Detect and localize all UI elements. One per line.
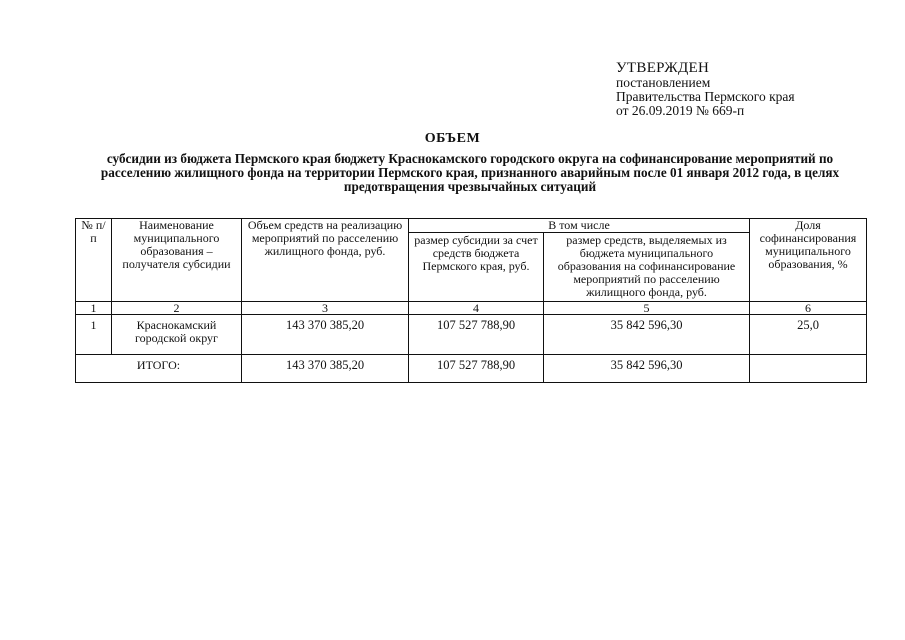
header-including: В том числе [409, 219, 750, 233]
document-subtitle: субсидии из бюджета Пермского края бюджету Краснокамского городского округа на софинансирование мероприятий по расселению жилищного фонда на территории Пермского края, признанного аварийным после 01 января 2012 года, в целях предотвращения чрезвычайных ситуаций [100, 151, 840, 194]
column-index: 6 [750, 302, 867, 315]
approval-block [616, 60, 795, 118]
header-municipal: размер средств, выделяемых из бюджета муниципального образования на софинансирование мероприятий по расселению жилищного фонда, руб. [544, 233, 750, 302]
total-share [750, 355, 867, 383]
approval-heading: УТВЕРЖДЕН [616, 60, 710, 76]
column-index: 1 [76, 302, 112, 315]
column-index: 4 [409, 302, 544, 315]
approval-line: Правительства Пермского края [616, 89, 795, 104]
table-header-row [76, 219, 867, 233]
total-label: ИТОГО: [76, 355, 242, 383]
row-municipal: 35 842 596,30 [544, 315, 750, 355]
column-index: 5 [544, 302, 750, 315]
column-index-row [76, 302, 867, 315]
approval-line: постановлением [616, 75, 711, 90]
total-municipal: 35 842 596,30 [544, 355, 750, 383]
header-name: Наименование муниципального образования – получателя субсидии [112, 219, 242, 302]
row-volume: 143 370 385,20 [242, 315, 409, 355]
subsidy-table [75, 218, 867, 383]
column-index: 3 [242, 302, 409, 315]
header-share: Доля софинансирования муниципального образования, % [750, 219, 867, 302]
row-share: 25,0 [750, 315, 867, 355]
table-row [76, 315, 867, 355]
header-num: № п/п [76, 219, 112, 302]
approval-date-number: от 26.09.2019 № 669-п [616, 103, 745, 118]
header-volume: Объем средств на реализацию мероприятий по расселению жилищного фонда, руб. [242, 219, 409, 302]
row-regional: 107 527 788,90 [409, 315, 544, 355]
total-regional: 107 527 788,90 [409, 355, 544, 383]
header-regional: размер субсидии за счет средств бюджета Пермского края, руб. [409, 233, 544, 302]
document-title: ОБЪЕМ [424, 131, 481, 146]
row-num: 1 [76, 315, 112, 355]
total-row [76, 355, 867, 383]
column-index: 2 [112, 302, 242, 315]
total-volume: 143 370 385,20 [242, 355, 409, 383]
row-municipality: Краснокамский городской округ [112, 315, 242, 355]
